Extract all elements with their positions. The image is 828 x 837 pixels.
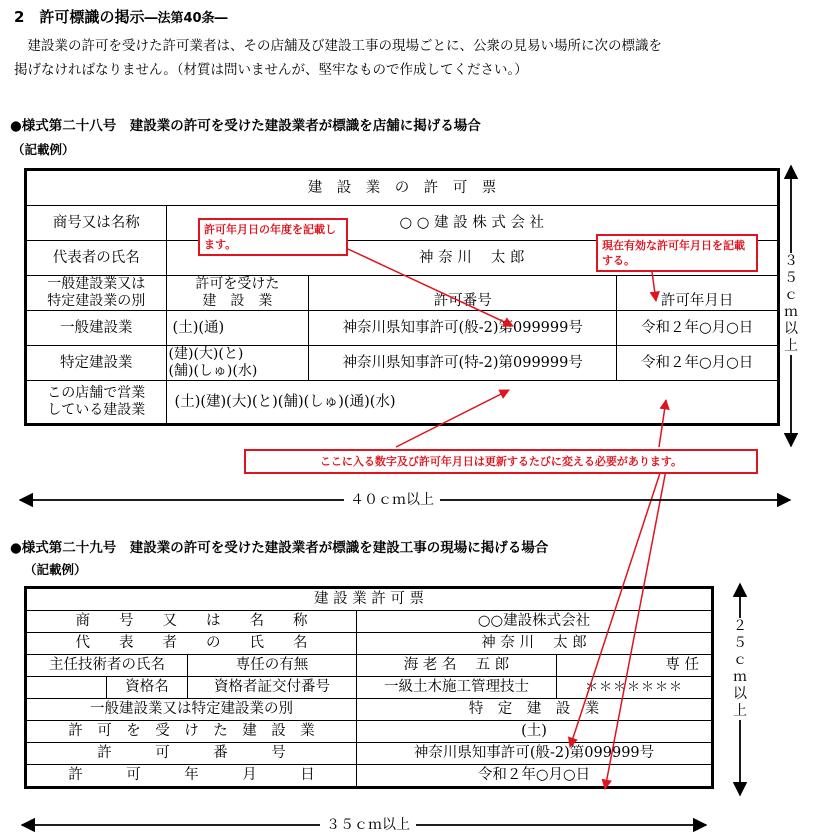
site-license-type-label: 一般建設業又は特定建設業の別 (26, 699, 357, 721)
representative-value: 神 奈 川 太 郎 (166, 241, 778, 276)
site-permit-number-label: 許 可 番 号 (26, 743, 357, 765)
qualification-label: 資格名 (107, 677, 188, 699)
qualification-value: 一級土木施工管理技士 (357, 677, 557, 699)
site-representative-label: 代 表 者 の 氏 名 (26, 633, 357, 655)
site-sign-table (24, 586, 714, 789)
site-width-label: ３５ｃｍ以上 (320, 814, 416, 834)
renewal-note: ここに入る数字及び許可年月日は更新するたびに変える必要があります。 (244, 449, 758, 474)
site-license-type-value: 特 定 建 設 業 (357, 699, 713, 721)
form28-heading: ●様式第二十八号 建設業の許可を受けた建設業者が標識を店舗に掲げる場合 (10, 118, 481, 134)
general-permit-number: 神奈川県知事許可(般-2)第099999号 (309, 311, 617, 346)
valid-date-note: 現在有効な許可年月日を記載する。 (596, 234, 758, 272)
site-permit-date-value: 令和２年○月○日 (357, 765, 713, 788)
site-licensed-trades-value: (土) (357, 721, 713, 743)
form29-example-label: （記載例） (24, 562, 87, 577)
section-heading: 2 許可標識の掲示―法第40条― (14, 8, 228, 26)
store-sign-title: 建 設 業 の 許 可 票 (26, 170, 779, 206)
store-trades-label: この店舗で営業 している建設業 (26, 381, 167, 425)
chief-engineer-value: 海 老 名 五 郎 (357, 655, 557, 677)
qualification-spacer (26, 677, 107, 699)
specific-trades: (建)(大)(と) (舗)(しゅ)(水) (166, 346, 309, 381)
certificate-label: 資格者証交付番号 (188, 677, 357, 699)
intro-paragraph (14, 34, 814, 82)
full-time-value: 専 任 (557, 655, 713, 677)
form29-heading: ●様式第二十九号 建設業の許可を受けた建設業者が標識を建設工事の現場に掲げる場合 (10, 540, 549, 556)
specific-kind: 特定建設業 (26, 346, 167, 381)
certificate-value: ＊＊＊＊＊＊＊ (557, 677, 713, 699)
general-permit-date: 令和２年○月○日 (617, 311, 779, 346)
store-height-label: ３５ｃｍ以上 (784, 253, 798, 354)
intro-line-2: 掲げなければなりません。（材質は問いませんが、堅牢なもので作成してください。） (14, 62, 528, 78)
store-width-label: ４０ｃｍ以上 (344, 489, 440, 509)
general-kind: 一般建設業 (26, 311, 167, 346)
general-trades: (土)(通) (166, 311, 309, 346)
licensed-trades-label: 許可を受けた 建 設 業 (166, 276, 309, 311)
store-trades-value: (土)(建)(大)(と)(舗)(しゅ)(通)(水) (166, 381, 778, 425)
site-licensed-trades-label: 許 可 を 受 け た 建 設 業 (26, 721, 357, 743)
intro-line-1: 建設業の許可を受けた許可業者は、その店舗及び建設工事の現場ごとに、公衆の見易い場所に次の標識を (14, 38, 662, 54)
permit-date-label: 許可年月日 (617, 276, 779, 311)
site-sign-title: 建 設 業 許 可 票 (26, 588, 713, 611)
trade-name-value: ○ ○ 建 設 株 式 会 社 (166, 206, 778, 241)
site-permit-number-value: 神奈川県知事許可(般-2)第099999号 (357, 743, 713, 765)
trade-name-label: 商号又は名称 (26, 206, 167, 241)
specific-permit-number: 神奈川県知事許可(特-2)第099999号 (309, 346, 617, 381)
site-trade-name-label: 商 号 又 は 名 称 (26, 611, 357, 633)
representative-label: 代表者の氏名 (26, 241, 167, 276)
store-sign-table (24, 168, 780, 426)
fiscal-year-note: 許可年月日の年度を記載します。 (198, 218, 348, 256)
site-representative-value: 神 奈 川 太 郎 (357, 633, 713, 655)
specific-permit-date: 令和２年○月○日 (617, 346, 779, 381)
site-trade-name-value: ○○建設株式会社 (357, 611, 713, 633)
site-height-label: ２５ｃｍ以上 (733, 618, 747, 719)
chief-engineer-label: 主任技術者の氏名 (26, 655, 188, 677)
permit-number-label: 許可番号 (309, 276, 617, 311)
form28-example-label: （記載例） (12, 142, 75, 157)
site-permit-date-label: 許 可 年 月 日 (26, 765, 357, 788)
full-time-label: 専任の有無 (188, 655, 357, 677)
license-type-label: 一般建設業又は 特定建設業の別 (26, 276, 167, 311)
